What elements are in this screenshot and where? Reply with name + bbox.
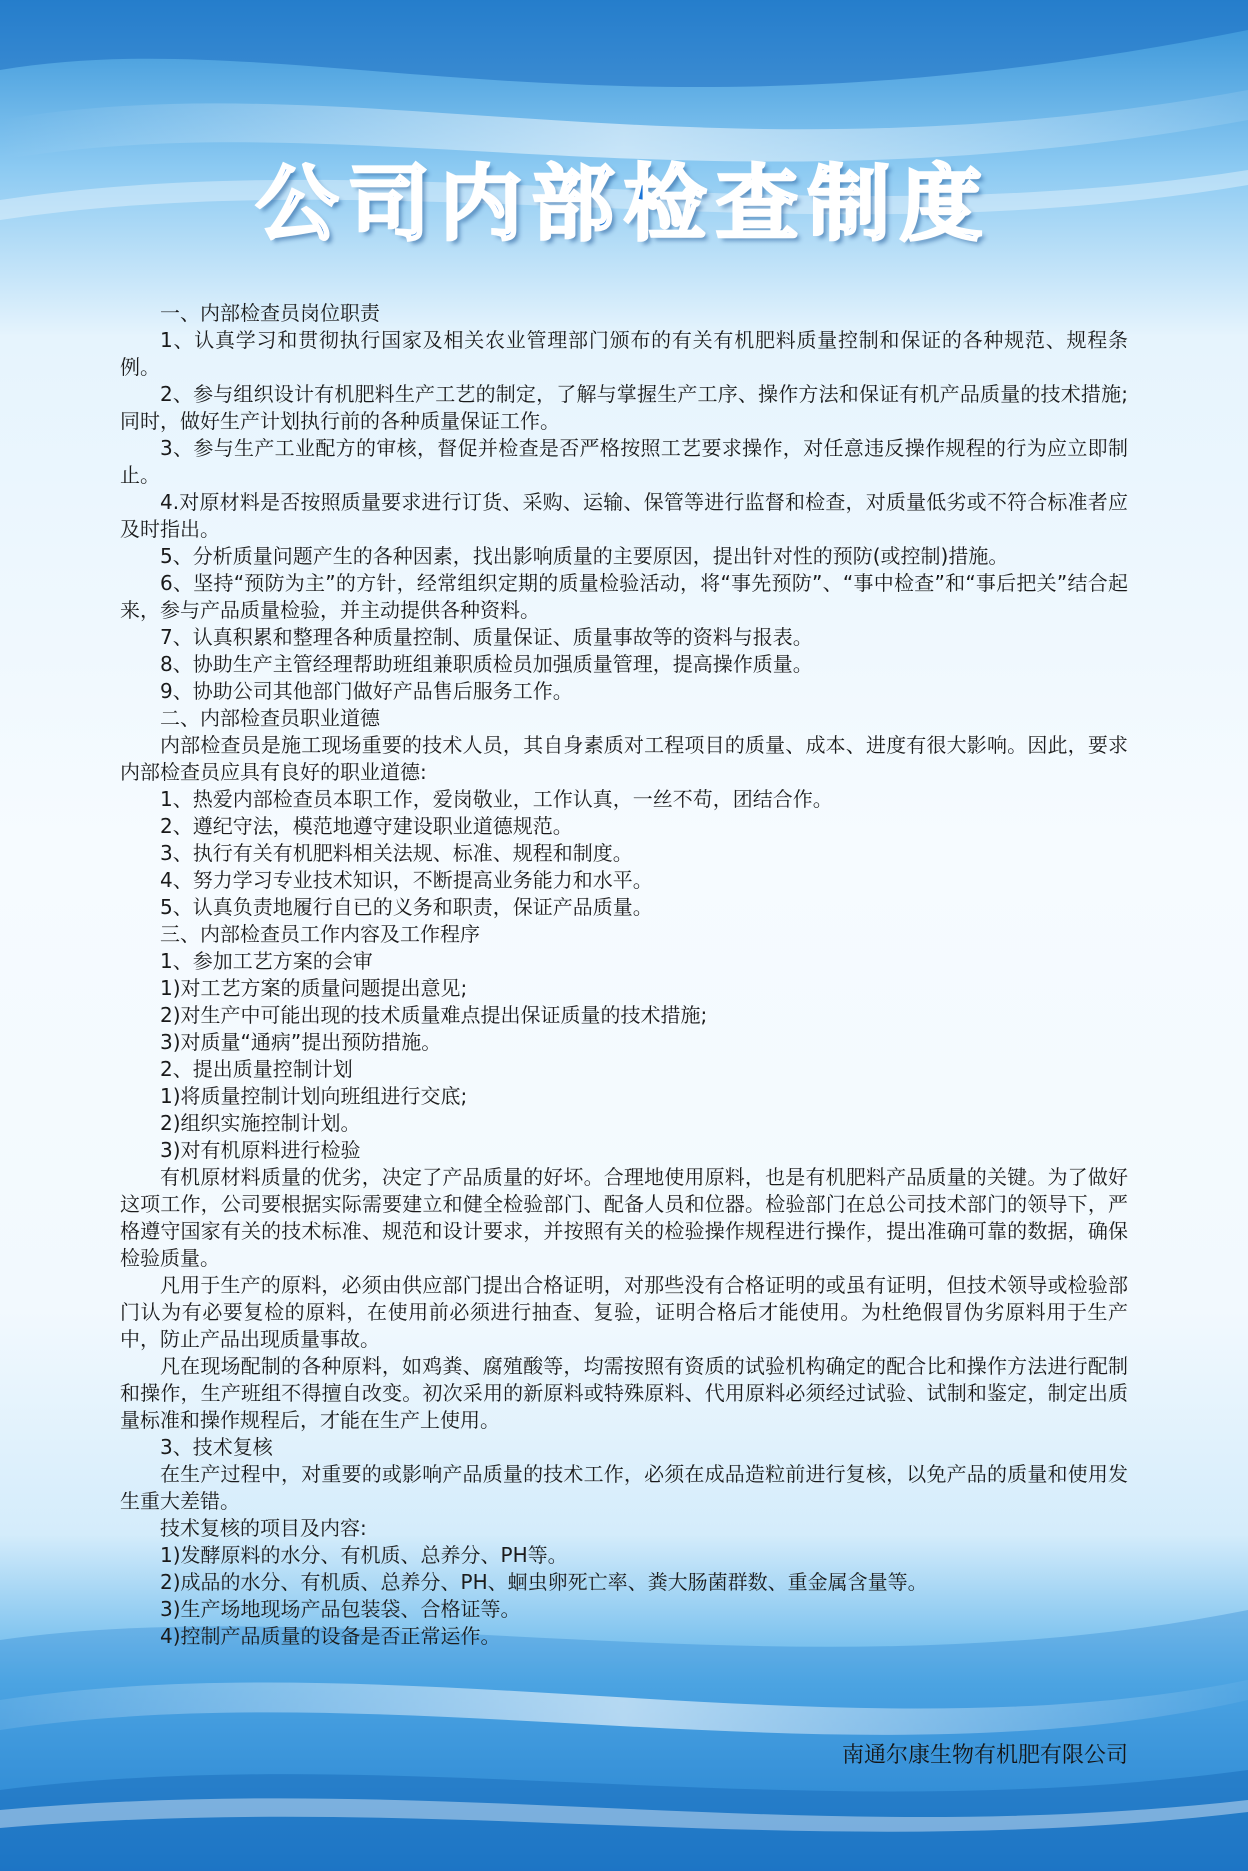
- duty-item: 7、认真积累和整理各种质量控制、质量保证、质量事故等的资料与报表。: [160, 625, 813, 649]
- duty-item: 4.对原材料是否按照质量要求进行订货、采购、运输、保管等进行监督和检查，对质量低劣或不符合标准者应及时指出。: [120, 490, 1128, 541]
- regulation-body: [120, 300, 1128, 1650]
- section-heading-1: 一、内部检查员岗位职责: [160, 301, 380, 325]
- ethics-item: 4、努力学习专业技术知识，不断提高业务能力和水平。: [160, 868, 653, 892]
- procedure-item: 2)对生产中可能出现的技术质量难点提出保证质量的技术措施;: [160, 1003, 708, 1027]
- procedure-paragraph: 在生产过程中，对重要的或影响产品质量的技术工作，必须在成品造粒前进行复核，以免产品的质量和使用发生重大差错。: [120, 1462, 1128, 1513]
- subsection-heading: 3、技术复核: [160, 1435, 273, 1459]
- section-heading-3: 三、内部检查员工作内容及工作程序: [160, 922, 480, 946]
- duty-item: 9、协助公司其他部门做好产品售后服务工作。: [160, 679, 573, 703]
- duty-item: 1、认真学习和贯彻执行国家及相关农业管理部门颁布的有关有机肥料质量控制和保证的各种规范、规程条例。: [120, 328, 1128, 379]
- duty-item: 6、坚持“预防为主”的方针，经常组织定期的质量检验活动，将“事先预防”、“事中检查”和“事后把关”结合起来，参与产品质量检验，并主动提供各种资料。: [120, 571, 1128, 622]
- procedure-item: 2)成品的水分、有机质、总养分、PH、蛔虫卵死亡率、粪大肠菌群数、重金属含量等。: [160, 1570, 928, 1594]
- ethics-item: 3、执行有关有机肥料相关法规、标准、规程和制度。: [160, 841, 633, 865]
- procedure-item: 2)组织实施控制计划。: [160, 1111, 361, 1135]
- procedure-item: 3)对有机原料进行检验: [160, 1138, 361, 1162]
- duty-item: 3、参与生产工业配方的审核，督促并检查是否严格按照工艺要求操作，对任意违反操作规程的行为应立即制止。: [120, 436, 1128, 487]
- procedure-paragraph: 有机原材料质量的优劣，决定了产品质量的好坏。合理地使用原料，也是有机肥料产品质量的关键。为了做好这项工作，公司要根据实际需要建立和健全检验部门、配备人员和位器。检验部门在总公司技术部门的领导下，严格遵守国家有关的技术标准、规范和设计要求，并按照有关的检验操作规程进行操作，提出准确可靠的数据，确保检验质量。: [120, 1165, 1128, 1270]
- duty-item: 5、分析质量问题产生的各种因素，找出影响质量的主要原因，提出针对性的预防(或控制)措施。: [160, 544, 1009, 568]
- duty-item: 8、协助生产主管经理帮助班组兼职质检员加强质量管理，提高操作质量。: [160, 652, 813, 676]
- procedure-item: 1)对工艺方案的质量问题提出意见;: [160, 976, 468, 1000]
- procedure-item: 3)生产场地现场产品包装袋、合格证等。: [160, 1597, 521, 1621]
- subsection-heading: 1、参加工艺方案的会审: [160, 949, 373, 973]
- ethics-item: 5、认真负责地履行自已的义务和职责，保证产品质量。: [160, 895, 653, 919]
- section-heading-2: 二、内部检查员职业道德: [160, 706, 380, 730]
- poster-title: 公司内部检查制度: [255, 157, 992, 252]
- procedure-item: 1)将质量控制计划向班组进行交底;: [160, 1084, 468, 1108]
- procedure-item: 1)发酵原料的水分、有机质、总养分、PH等。: [160, 1543, 568, 1567]
- procedure-item: 技术复核的项目及内容:: [160, 1516, 367, 1540]
- procedure-paragraph: 凡用于生产的原料，必须由供应部门提出合格证明，对那些没有合格证明的或虽有证明，但技术领导或检验部门认为有必要复检的原料，在使用前必须进行抽查、复验，证明合格后才能使用。为杜绝假冒伪劣原料用于生产中，防止产品出现质量事故。: [120, 1273, 1128, 1351]
- company-name: 南通尔康生物有机肥有限公司: [841, 1743, 1128, 1768]
- procedure-item: 3)对质量“通病”提出预防措施。: [160, 1030, 442, 1054]
- ethics-item: 2、遵纪守法，模范地遵守建设职业道德规范。: [160, 814, 573, 838]
- ethics-item: 1、热爱内部检查员本职工作，爱岗敬业，工作认真，一丝不苟，团结合作。: [160, 787, 833, 811]
- procedure-item: 4)控制产品质量的设备是否正常运作。: [160, 1624, 501, 1648]
- duty-item: 2、参与组织设计有机肥料生产工艺的制定，了解与掌握生产工序、操作方法和保证有机产品质量的技术措施;同时，做好生产计划执行前的各种质量保证工作。: [120, 382, 1128, 433]
- procedure-paragraph: 凡在现场配制的各种原料，如鸡粪、腐殖酸等，均需按照有资质的试验机构确定的配合比和操作方法进行配制和操作，生产班组不得擅自改变。初次采用的新原料或特殊原料、代用原料必须经过试验、试制和鉴定，制定出质量标准和操作规程后，才能在生产上使用。: [120, 1354, 1128, 1432]
- ethics-intro: 内部检查员是施工现场重要的技术人员，其自身素质对工程项目的质量、成本、进度有很大影响。因此，要求内部检查员应具有良好的职业道德:: [120, 733, 1128, 784]
- subsection-heading: 2、提出质量控制计划: [160, 1057, 353, 1081]
